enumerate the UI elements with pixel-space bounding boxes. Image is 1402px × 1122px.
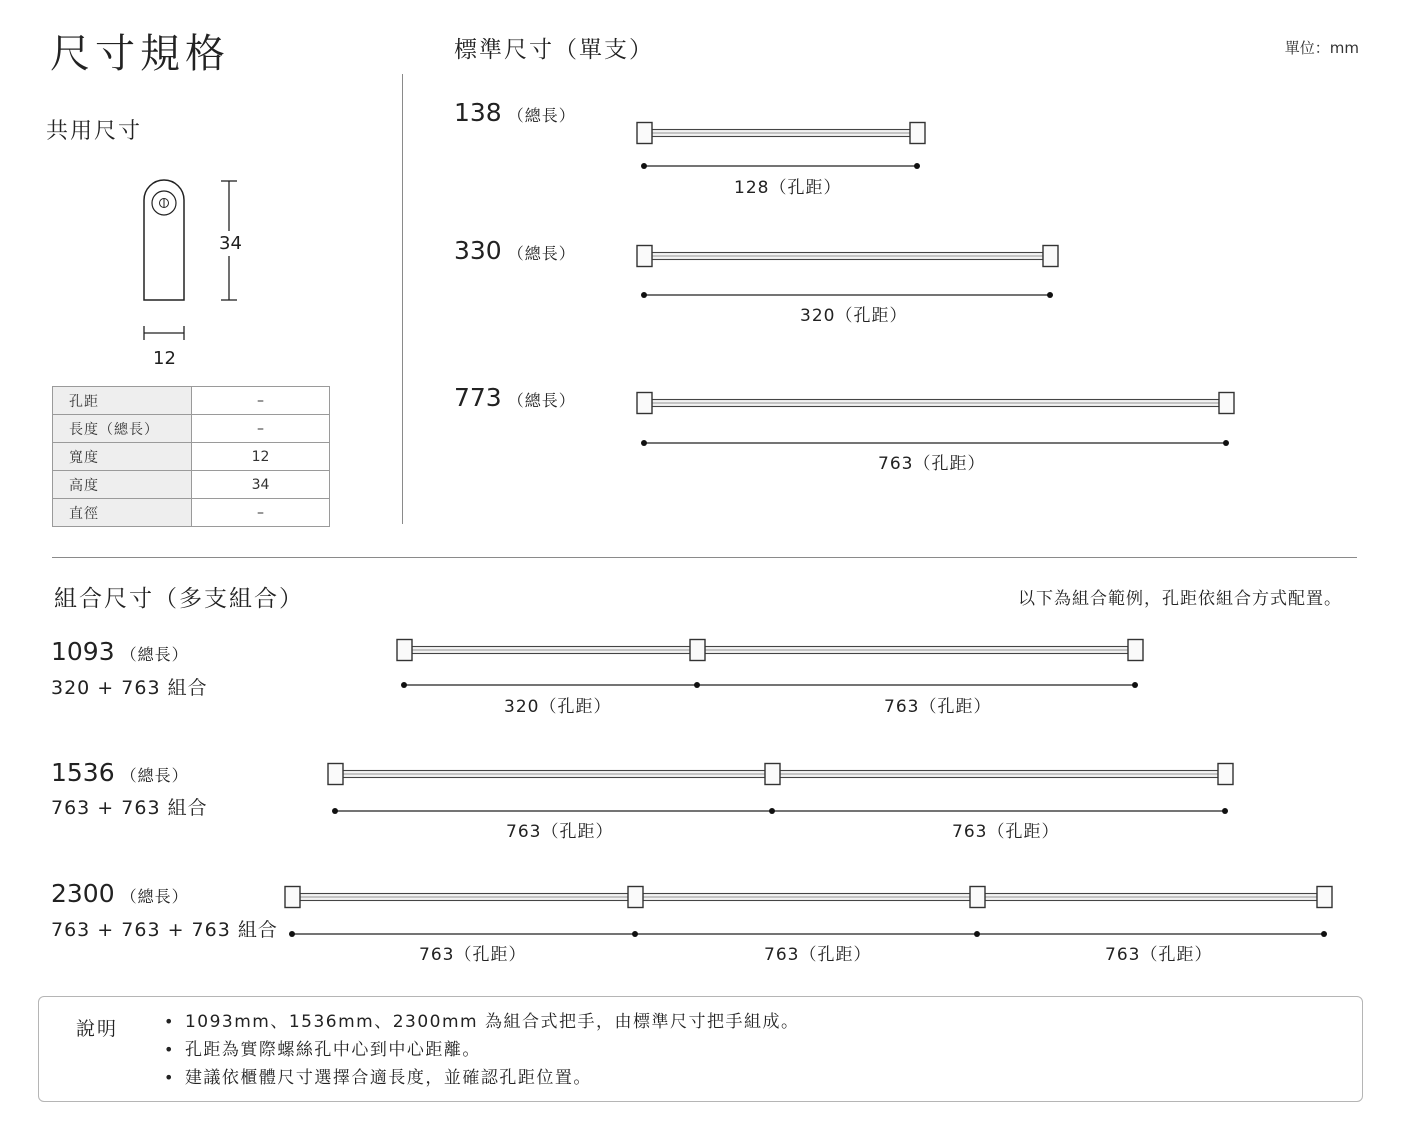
width-label: 12 [153,348,176,369]
hole-marker-dot [694,682,700,688]
handle-end-cap [637,393,652,414]
length-suffix: （總長） [507,391,576,410]
standard-length-138 [454,98,576,127]
handle-end-cap [397,640,412,661]
note-item: • 建議依櫃體尺寸選擇合適長度，並確認孔距位置。 [164,1066,800,1094]
handle-end-cap [1128,640,1143,661]
combo-formula: 763 + 763 組合 [51,797,208,819]
hole-marker-dot [641,440,647,446]
hole-marker-dot [1222,808,1228,814]
hole-marker-dot [332,808,338,814]
spec-value: – [192,499,330,527]
length-value: 1093 [51,637,115,666]
length-suffix: （總長） [120,887,189,906]
combo-length-1536 [51,758,189,787]
combo-length-2300 [51,879,189,908]
note-item: • 孔距為實際螺絲孔中心到中心距離。 [164,1038,800,1066]
length-value: 138 [454,98,502,127]
combo-formula: 320 + 763 組合 [51,677,208,699]
spacing-label: 320（孔距） [504,697,612,717]
table-row [53,387,330,415]
handle-end-cap [637,246,652,267]
handle-end-cap [1043,246,1058,267]
handle-end-cap [628,887,643,908]
spacing-label: 763（孔距） [1105,945,1213,965]
spec-key: 長度（總長） [53,415,192,443]
table-row [53,415,330,443]
column-divider [402,74,403,524]
hole-marker-dot [769,808,775,814]
length-suffix: （總長） [507,244,576,263]
combo-length-1093 [51,637,189,666]
standard-length-773 [454,383,576,412]
spacing-label: 763（孔距） [419,945,527,965]
hole-marker-dot [289,931,295,937]
notes-list [164,1010,800,1094]
hole-marker-dot [632,931,638,937]
handle-end-cap [1219,393,1234,414]
page-title: 尺寸規格 [50,31,230,77]
spec-table [52,386,330,527]
spacing-label: 763（孔距） [878,454,986,474]
hole-marker-dot [1223,440,1229,446]
handle-end-cap [910,123,925,144]
standard-section-title: 標準尺寸（單支） [454,37,654,63]
length-suffix: （總長） [120,766,189,785]
handle-end-cap [690,640,705,661]
length-value: 2300 [51,879,115,908]
spec-value: – [192,415,330,443]
length-value: 1536 [51,758,115,787]
hole-marker-dot [914,163,920,169]
hole-marker-dot [1321,931,1327,937]
length-value: 773 [454,383,502,412]
handle-end-cap [328,764,343,785]
spec-value: 12 [192,443,330,471]
hole-marker-dot [641,292,647,298]
standard-length-330 [454,236,576,265]
hole-marker-dot [401,682,407,688]
section-divider [52,557,1357,558]
combination-section-title: 組合尺寸（多支組合） [54,586,304,612]
spacing-label: 763（孔距） [764,945,872,965]
handle-end-cap [1218,764,1233,785]
spacing-label: 128（孔距） [734,178,842,198]
hole-marker-dot [1132,682,1138,688]
handle-end-cap [285,887,300,908]
handle-end-cap [637,123,652,144]
hole-marker-dot [1047,292,1053,298]
spec-value: 34 [192,471,330,499]
handle-end-cap [765,764,780,785]
spec-key: 孔距 [53,387,192,415]
handle-end-cap [970,887,985,908]
width-dimension-line [144,326,184,340]
combo-formula: 763 + 763 + 763 組合 [51,919,278,941]
note-item: • 1093mm、1536mm、2300mm 為組合式把手，由標準尺寸把手組成。 [164,1010,800,1038]
table-row [53,471,330,499]
common-section-title: 共用尺寸 [46,119,143,144]
notes-title: 說明 [76,1018,119,1040]
table-row [53,443,330,471]
spacing-label: 763（孔距） [506,822,614,842]
spec-value: – [192,387,330,415]
spec-key: 高度 [53,471,192,499]
hole-marker-dot [974,931,980,937]
table-row [53,499,330,527]
combination-note: 以下為組合範例，孔距依組合方式配置。 [1018,589,1342,609]
spacing-label: 320（孔距） [800,306,908,326]
handle-end-cap [1317,887,1332,908]
length-value: 330 [454,236,502,265]
unit-label: 單位：mm [1284,39,1359,57]
length-suffix: （總長） [120,645,189,664]
spec-key: 寬度 [53,443,192,471]
spacing-label: 763（孔距） [884,697,992,717]
height-label: 34 [219,233,242,254]
spacing-label: 763（孔距） [952,822,1060,842]
spec-key: 直徑 [53,499,192,527]
handle-end-diagram [144,180,184,300]
length-suffix: （總長） [507,106,576,125]
hole-marker-dot [641,163,647,169]
